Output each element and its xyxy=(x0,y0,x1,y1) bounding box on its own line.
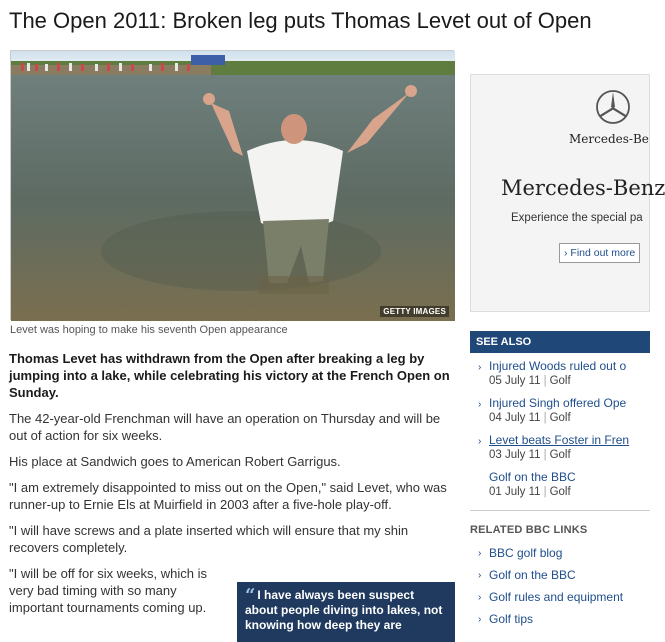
chevron-right-icon: › xyxy=(478,570,482,581)
see-also-meta xyxy=(489,374,650,389)
see-also-item[interactable] xyxy=(470,470,650,507)
see-also-meta xyxy=(489,448,650,463)
advertisement[interactable] xyxy=(470,74,665,312)
chevron-right-icon: › xyxy=(478,399,482,410)
see-also-meta xyxy=(489,485,650,500)
chevron-right-icon: › xyxy=(478,362,482,373)
see-also-date: 04 July 11 xyxy=(489,412,541,424)
pull-quote-text: I have always been suspect about people diving into lakes, not knowing how deep they are xyxy=(245,588,443,632)
see-also-link[interactable]: Golf on the BBC xyxy=(489,470,576,484)
see-also-section: Golf xyxy=(549,449,571,461)
ad-brand-small: Mercedes-Be xyxy=(569,132,649,146)
chevron-right-icon: › xyxy=(478,436,482,447)
ad-brand-big: Mercedes-Benz xyxy=(501,176,665,200)
quote-mark-icon: “ xyxy=(245,585,256,606)
meta-separator: | xyxy=(543,375,547,387)
related-link-label[interactable]: Golf tips xyxy=(489,612,534,626)
related-link-label[interactable]: Golf on the BBC xyxy=(489,568,576,582)
see-also-item[interactable] xyxy=(470,433,650,470)
see-also-section: Golf xyxy=(549,375,571,387)
ad-tagline: Experience the special pa xyxy=(511,212,643,224)
related-link[interactable] xyxy=(470,545,650,567)
article-paragraph: The 42-year-old Frenchman will have an operation on Thursday and will be out of action for six weeks. xyxy=(9,411,441,443)
pull-quote xyxy=(237,582,455,642)
see-also-link[interactable]: Levet beats Foster in Fren xyxy=(489,433,630,447)
related-link[interactable] xyxy=(470,589,650,611)
see-also-item[interactable] xyxy=(470,396,650,433)
chevron-right-icon: › xyxy=(478,548,482,559)
meta-separator: | xyxy=(543,449,547,461)
meta-separator: | xyxy=(543,486,547,498)
related-link[interactable] xyxy=(470,611,650,633)
mercedes-star-icon xyxy=(595,89,631,125)
article-paragraph: "I will have screws and a plate inserted which will ensure that my shin recovers completely. xyxy=(9,523,409,555)
see-also-header: SEE ALSO xyxy=(470,331,650,353)
see-also-date: 03 July 11 xyxy=(489,449,541,461)
see-also-section: Golf xyxy=(549,486,571,498)
meta-separator: | xyxy=(543,412,547,424)
see-also-section: Golf xyxy=(549,412,571,424)
related-links-header: RELATED BBC LINKS xyxy=(470,524,588,536)
related-link[interactable] xyxy=(470,567,650,589)
article-paragraph: "I am extremely disappointed to miss out on the Open," said Levet, who was runner-up to Ernie Els at Muirfield in 2003 after a five-hole play-off. xyxy=(9,480,447,512)
see-also-date: 01 July 11 xyxy=(489,486,541,498)
ad-find-out-more-button[interactable]: › Find out more xyxy=(559,243,640,263)
related-links-list xyxy=(470,545,650,633)
see-also-list xyxy=(470,359,650,507)
see-also-date: 05 July 11 xyxy=(489,375,541,387)
see-also-item[interactable] xyxy=(470,359,650,396)
chevron-right-icon: › xyxy=(478,614,482,625)
related-link-label[interactable]: BBC golf blog xyxy=(489,546,563,560)
article-paragraph: His place at Sandwich goes to American Robert Garrigus. xyxy=(9,454,341,469)
photo-caption: Levet was hoping to make his seventh Open appearance xyxy=(10,324,288,336)
see-also-meta xyxy=(489,411,650,426)
article-photo xyxy=(10,50,454,320)
section-divider xyxy=(470,510,650,511)
see-also-link[interactable]: Injured Singh offered Ope xyxy=(489,396,627,410)
article-paragraph: "I will be off for six weeks, which is very bad timing with so many important tournaments coming up. xyxy=(9,566,207,615)
article-lead: Thomas Levet has withdrawn from the Open after breaking a leg by jumping into a lake, while celebrating his victory at the French Open on Sunday. xyxy=(9,351,450,400)
related-link-label[interactable]: Golf rules and equipment xyxy=(489,590,624,604)
photo-credit: GETTY IMAGES xyxy=(380,306,449,317)
page-title: The Open 2011: Broken leg puts Thomas Levet out of Open xyxy=(9,8,592,33)
see-also-link[interactable]: Injured Woods ruled out o xyxy=(489,359,627,373)
chevron-right-icon: › xyxy=(478,592,482,603)
